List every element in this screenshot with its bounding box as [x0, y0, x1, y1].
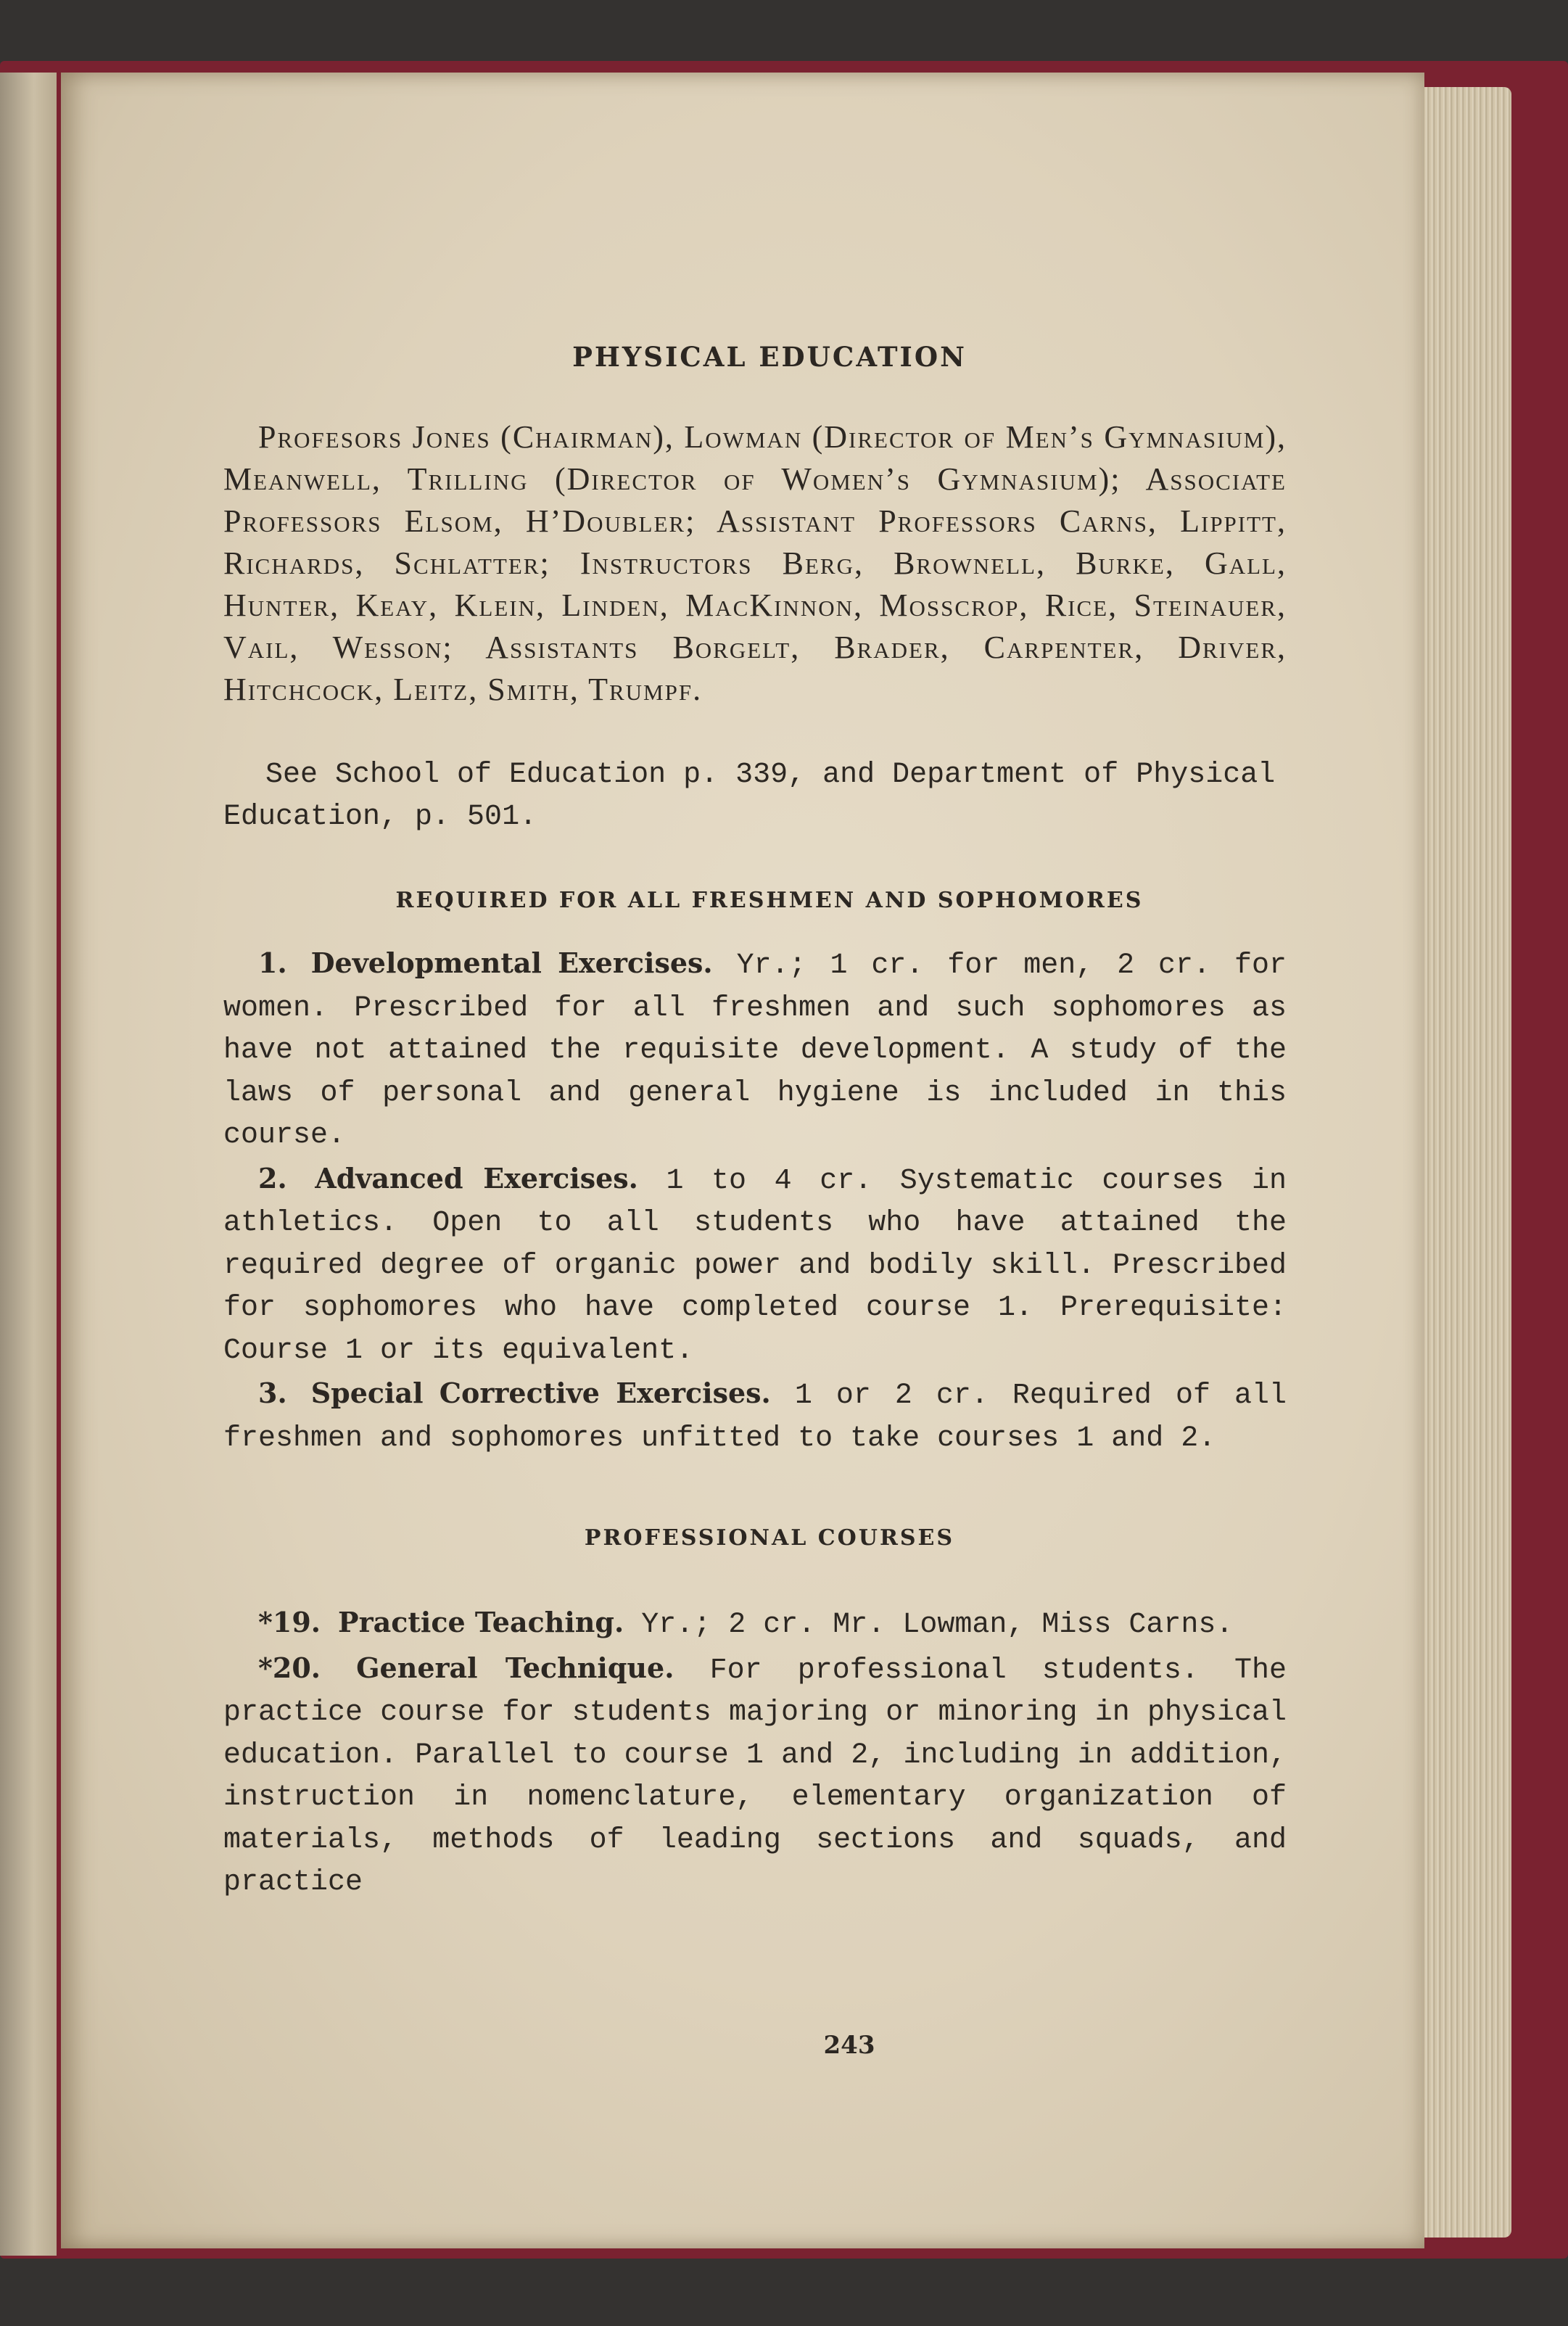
course-description: 1 to 4 cr. Systematic courses in athletics. Open to all students who have attained the required degree of organic power and bodily skill. Prescribed for sophomores who have completed course 1. Prerequisite: Course 1 or its equivalent. [223, 1164, 1287, 1367]
course-name: General Technique. [356, 1651, 674, 1684]
page-block-edges [1424, 87, 1511, 2238]
facing-page-edge [0, 73, 57, 2256]
course-name: Special Corrective Exercises. [310, 1377, 771, 1409]
course-description: Yr.; 1 cr. for men, 2 cr. for women. Prescribed for all freshmen and such sophomores as have not attained the requisite development. A study of the laws of personal and general hygiene is included in this course. [223, 949, 1287, 1152]
course-number: *20. [258, 1651, 321, 1684]
course-name: Developmental Exercises. [310, 947, 713, 979]
course-number: *19. [258, 1606, 321, 1638]
course-entry [223, 1647, 1287, 1905]
section-heading-professional: PROFESSIONAL COURSES [584, 1525, 955, 1551]
cross-reference: See School of Education p. 339, and Department of Physical Education, p. 501. [223, 759, 1276, 833]
course-description: Yr.; 2 cr. Mr. Lowman, Miss Carns. [641, 1609, 1234, 1641]
course-number: 1. [258, 947, 287, 979]
page-number: 243 [823, 2031, 875, 2060]
faculty-list: Profesors Jones (Chairman), Lowman (Director of Men’s Gymnasium), Meanwell, Trilling (Director of Women’s Gymnasium); Associate Professors Elsom, H’Doubler; Assistant Professors Carns, Lippitt, Richards, Schlatter; Instructors Berg, Brownell, Burke, Gall, Hunter, Keay, Klein, Linden, MacKinnon, Mosscrop, Rice, Steinauer, Vail, Wesson; Assistants Borgelt, Brader, Carpenter, Driver, Hitchcock, Leitz, Smith, Trumpf. [223, 419, 1287, 707]
course-number: 3. [258, 1377, 287, 1409]
page-content [223, 341, 1287, 1905]
course-name: Advanced Exercises. [315, 1161, 638, 1195]
course-entry [223, 1372, 1287, 1460]
course-number: 2. [258, 1161, 287, 1195]
course-entry [223, 1601, 1287, 1647]
course-entry [223, 942, 1287, 1158]
page-title: PHYSICAL EDUCATION [572, 341, 967, 373]
course-name: Practice Teaching. [338, 1606, 624, 1638]
section-heading-required: REQUIRED FOR ALL FRESHMEN AND SOPHOMORES [395, 888, 1144, 913]
course-description: For professional students. The practice course for students majoring or minoring in physical education. Parallel to course 1 and 2, including in addition, instruction in nomenclature, elementary organization of materials, methods of leading sections and squads, and practice [223, 1654, 1287, 1899]
course-description: 1 or 2 cr. Required of all freshmen and sophomores unfitted to take courses 1 and 2. [223, 1379, 1287, 1455]
course-entry [223, 1158, 1287, 1373]
